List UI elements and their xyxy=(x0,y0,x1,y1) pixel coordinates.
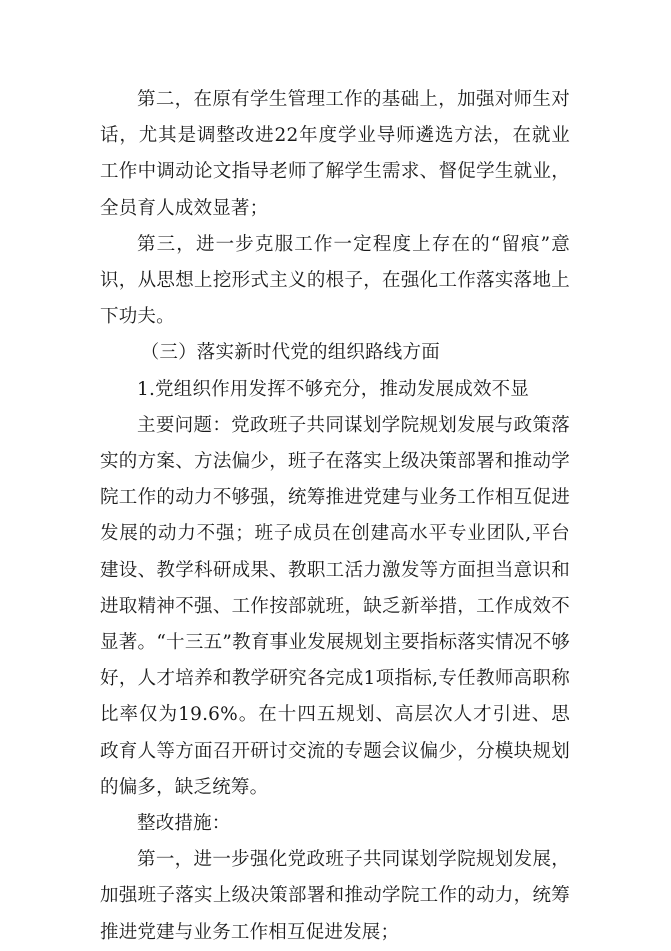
document-body xyxy=(100,82,570,951)
subheading-party-organization-role: 1.党组织作用发挥不够充分，推动发展成效不显 xyxy=(137,378,530,400)
paragraph-first-measure: 第一，进一步强化党政班子共同谋划学院规划发展，加强班子落实上级决策部署和推动学院工作的动力，统筹推进党建与业务工作相互促进发展； xyxy=(100,849,570,943)
paragraph-second-measure: 第二，在原有学生管理工作的基础上，加强对师生对话，尤其是调整改进22年度学业导师遴选方法，在就业工作中调动论文指导老师了解学生需求、督促学生就业，全员育人成效显著； xyxy=(100,89,570,219)
paragraph-third-measure: 第三，进一步克服工作一定程度上存在的“留痕”意识，从思想上挖形式主义的根子，在强化工作落实落地上下功夫。 xyxy=(100,233,570,328)
paragraph-main-problems: 主要问题：党政班子共同谋划学院规划发展与政策落实的方案、方法偏少，班子在落实上级决策部署和推动学院工作的动力不够强，统筹推进党建与业务工作相互促进发展的动力不强；班子成员在创建高水平专业团队,平台建设、教学科研成果、教职工活力激发等方面担当意识和进取精神不强、工作按部就班，缺乏新举措，工作成效不显著。“十三五”教育事业发展规划主要指标落实情况不够好，人才培养和教学研究各完成1项指标,专任教师高职称比率仅为19.6%。在十四五规划、高层次人才引进、思政育人等方面召开研讨交流的专题会议偏少，分模块规划的偏多，缺乏统筹。 xyxy=(100,414,570,798)
section-heading-organization-line: （三）落实新时代党的组织路线方面 xyxy=(140,342,440,364)
paragraph-rectification-measures-label: 整改措施： xyxy=(137,813,231,835)
